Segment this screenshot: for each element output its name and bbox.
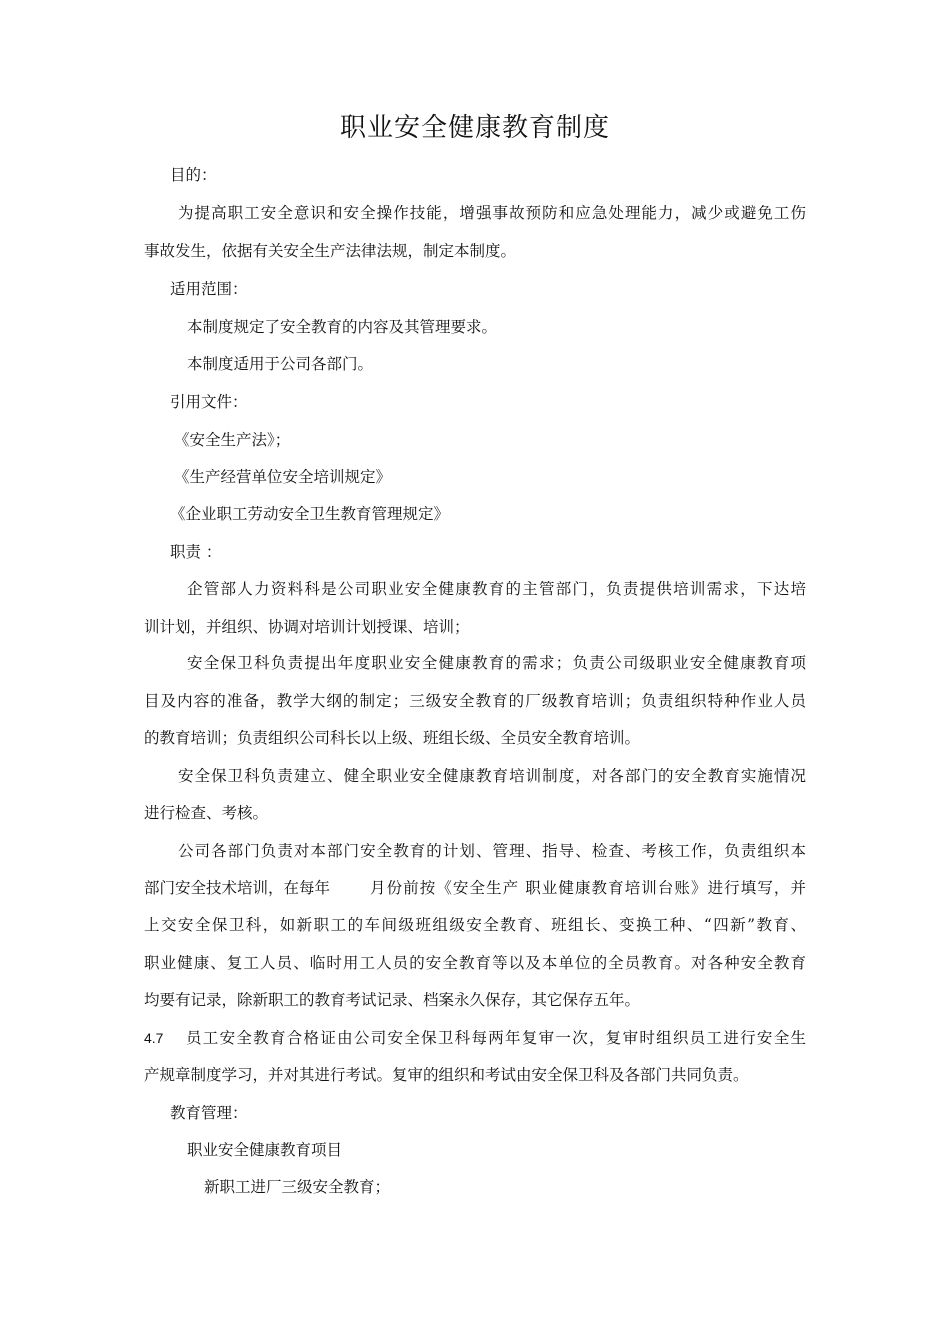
section-heading-purpose: 目的： (170, 166, 217, 184)
paragraph-line: 月份前按《安全生产 职业健康教育培训台账》进行填写，并 (370, 879, 806, 897)
paragraph-line: 上交安全保卫科，如新职工的车间级班组级安全教育、班组长、变换工种、“四新”教育、 (144, 916, 806, 934)
list-item: 《安全生产法》； (174, 431, 291, 449)
list-item: 新职工进厂三级安全教育； (204, 1178, 391, 1196)
paragraph-line: 部门安全技术培训，在每年 (144, 879, 331, 897)
paragraph-line: 的教育培训；负责组织公司科长以上级、班组长级、全员安全教育培训。 (144, 729, 641, 747)
paragraph-line: 为提高职工安全意识和安全操作技能，增强事故预防和应急处理能力，减少或避免工伤 (178, 204, 806, 222)
section-heading-references: 引用文件： (170, 393, 248, 411)
paragraph-line: 职业健康、复工人员、临时用工人员的安全教育等以及本单位的全员教育。对各种安全教育 (144, 954, 806, 972)
paragraph-line: 安全保卫科负责建立、健全职业安全健康教育培训制度，对各部门的安全教育实施情况 (178, 767, 806, 785)
list-item: 《生产经营单位安全培训规定》 (174, 468, 392, 486)
paragraph-line: 公司各部门负责对本部门安全教育的计划、管理、指导、检查、考核工作，负责组织本 (178, 842, 806, 860)
paragraph-line: 均要有记录，除新职工的教育考试记录、档案永久保存，其它保存五年。 (144, 991, 641, 1009)
clause-number: 4.7 (144, 1030, 164, 1046)
paragraph-line: 训计划，并组织、协调对培训计划授课、培训； (144, 618, 470, 636)
paragraph-line: 员工安全教育合格证由公司安全保卫科每两年复审一次，复审时组织员工进行安全生 (186, 1029, 806, 1047)
paragraph-line: 企管部人力资料科是公司职业安全健康教育的主管部门，负责提供培训需求，下达培 (187, 580, 806, 598)
list-item: 本制度规定了安全教育的内容及其管理要求。 (187, 318, 498, 336)
list-item: 《企业职工劳动安全卫生教育管理规定》 (170, 505, 450, 523)
paragraph-line: 安全保卫科负责提出年度职业安全健康教育的需求；负责公司级职业安全健康教育项 (187, 654, 806, 672)
page-title: 职业安全健康教育制度 (339, 113, 610, 143)
paragraph-line: 事故发生，依据有关安全生产法律法规，制定本制度。 (144, 242, 517, 260)
section-heading-duties: 职责 ： (170, 543, 222, 561)
paragraph-line: 产规章制度学习，并对其进行考试。复审的组织和考试由安全保卫科及各部门共同负责。 (144, 1066, 749, 1084)
paragraph-line: 目及内容的准备，教学大纲的制定；三级安全教育的厂级教育培训；负责组织特种作业人员 (144, 692, 806, 710)
list-item: 本制度适用于公司各部门。 (187, 355, 374, 373)
section-heading-scope: 适用范围： (170, 280, 248, 298)
paragraph-line: 进行检查、考核。 (144, 804, 269, 822)
subheading: 职业安全健康教育项目 (187, 1141, 343, 1159)
section-heading-management: 教育管理： (170, 1104, 248, 1122)
